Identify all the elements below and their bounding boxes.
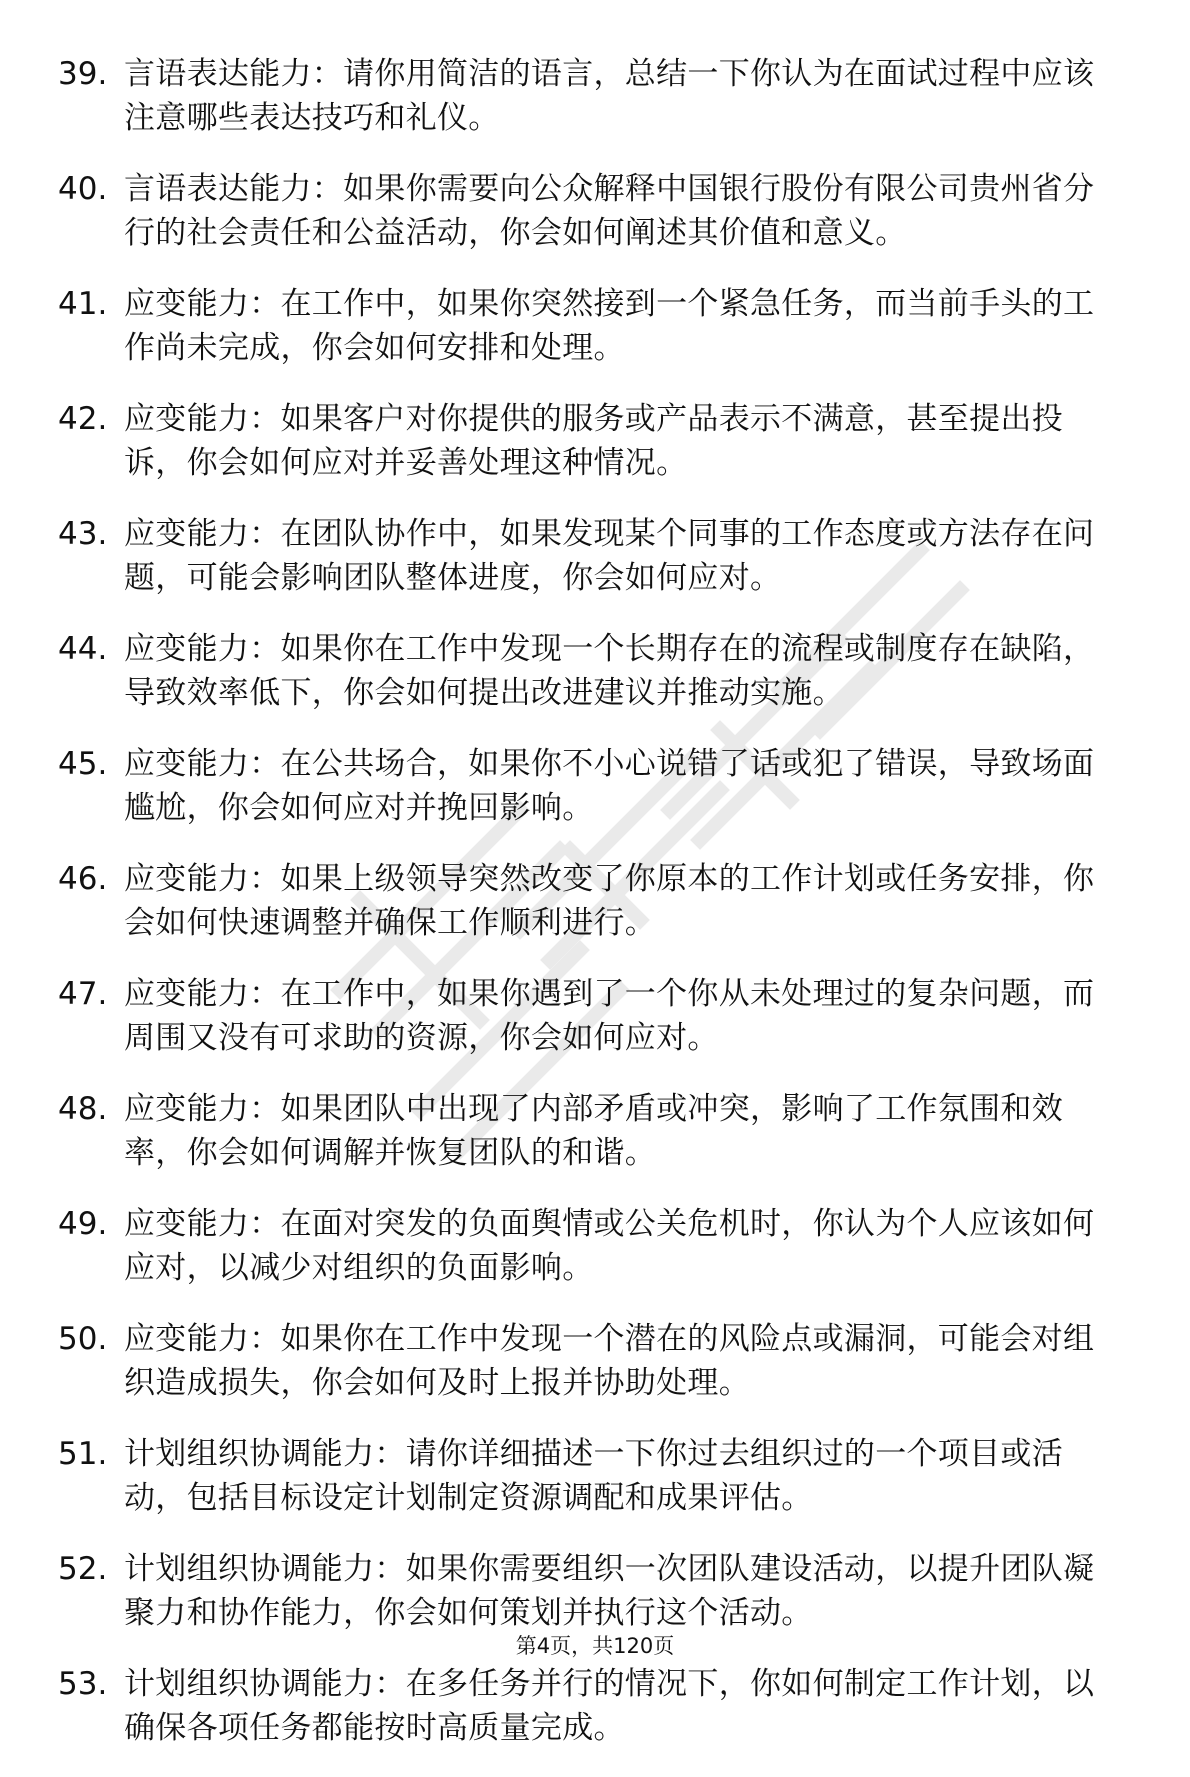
question-item bbox=[0, 1317, 1190, 1432]
question-number: 47. bbox=[58, 976, 108, 1012]
question-item bbox=[0, 1202, 1190, 1317]
question-item bbox=[0, 1087, 1190, 1202]
question-list bbox=[0, 52, 1190, 1777]
question-item bbox=[0, 742, 1190, 857]
question-item bbox=[0, 1662, 1190, 1777]
question-text: 应变能力：如果你在工作中发现一个潜在的风险点或漏洞，可能会对组织造成损失，你会如何及时上报并协助处理。 bbox=[124, 1321, 1095, 1401]
question-text: 应变能力：如果团队中出现了内部矛盾或冲突，影响了工作氛围和效率，你会如何调解并恢复团队的和谐。 bbox=[124, 1091, 1063, 1171]
question-item bbox=[0, 972, 1190, 1087]
question-number: 39. bbox=[58, 56, 108, 92]
question-number: 46. bbox=[58, 861, 108, 897]
question-text: 应变能力：在工作中，如果你突然接到一个紧急任务，而当前手头的工作尚未完成，你会如何安排和处理。 bbox=[124, 286, 1095, 366]
question-text: 应变能力：在团队协作中，如果发现某个同事的工作态度或方法存在问题，可能会影响团队整体进度，你会如何应对。 bbox=[124, 516, 1095, 596]
question-number: 45. bbox=[58, 746, 108, 782]
question-text: 应变能力：在公共场合，如果你不小心说错了话或犯了错误，导致场面尴尬，你会如何应对并挽回影响。 bbox=[124, 746, 1095, 826]
question-number: 42. bbox=[58, 401, 108, 437]
question-item bbox=[0, 1432, 1190, 1547]
question-text: 应变能力：如果客户对你提供的服务或产品表示不满意，甚至提出投诉，你会如何应对并妥善处理这种情况。 bbox=[124, 401, 1063, 481]
question-text: 言语表达能力：如果你需要向公众解释中国银行股份有限公司贵州省分行的社会责任和公益活动，你会如何阐述其价值和意义。 bbox=[124, 171, 1095, 251]
question-item bbox=[0, 857, 1190, 972]
question-item bbox=[0, 627, 1190, 742]
question-number: 49. bbox=[58, 1206, 108, 1242]
question-number: 52. bbox=[58, 1551, 108, 1587]
question-item bbox=[0, 397, 1190, 512]
question-item bbox=[0, 282, 1190, 397]
question-number: 48. bbox=[58, 1091, 108, 1127]
question-number: 51. bbox=[58, 1436, 108, 1472]
question-text: 计划组织协调能力：如果你需要组织一次团队建设活动，以提升团队凝聚力和协作能力，你会如何策划并执行这个活动。 bbox=[124, 1551, 1095, 1631]
question-text: 应变能力：在工作中，如果你遇到了一个你从未处理过的复杂问题，而周围又没有可求助的资源，你会如何应对。 bbox=[124, 976, 1095, 1056]
question-number: 41. bbox=[58, 286, 108, 322]
question-item bbox=[0, 167, 1190, 282]
page-number: 第4页，共120页 bbox=[515, 1634, 675, 1658]
question-number: 53. bbox=[58, 1666, 108, 1702]
question-number: 40. bbox=[58, 171, 108, 207]
question-number: 50. bbox=[58, 1321, 108, 1357]
question-text: 计划组织协调能力：在多任务并行的情况下，你如何制定工作计划，以确保各项任务都能按时高质量完成。 bbox=[124, 1666, 1095, 1746]
question-text: 计划组织协调能力：请你详细描述一下你过去组织过的一个项目或活动，包括目标设定计划制定资源调配和成果评估。 bbox=[124, 1436, 1063, 1516]
question-text: 应变能力：在面对突发的负面舆情或公关危机时，你认为个人应该如何应对，以减少对组织的负面影响。 bbox=[124, 1206, 1095, 1286]
question-number: 44. bbox=[58, 631, 108, 667]
question-text: 应变能力：如果你在工作中发现一个长期存在的流程或制度存在缺陷，导致效率低下，你会如何提出改进建议并推动实施。 bbox=[124, 631, 1095, 711]
question-item bbox=[0, 52, 1190, 167]
question-item bbox=[0, 512, 1190, 627]
question-text: 应变能力：如果上级领导突然改变了你原本的工作计划或任务安排，你会如何快速调整并确保工作顺利进行。 bbox=[124, 861, 1095, 941]
question-text: 言语表达能力：请你用简洁的语言，总结一下你认为在面试过程中应该注意哪些表达技巧和礼仪。 bbox=[124, 56, 1095, 136]
question-number: 43. bbox=[58, 516, 108, 552]
